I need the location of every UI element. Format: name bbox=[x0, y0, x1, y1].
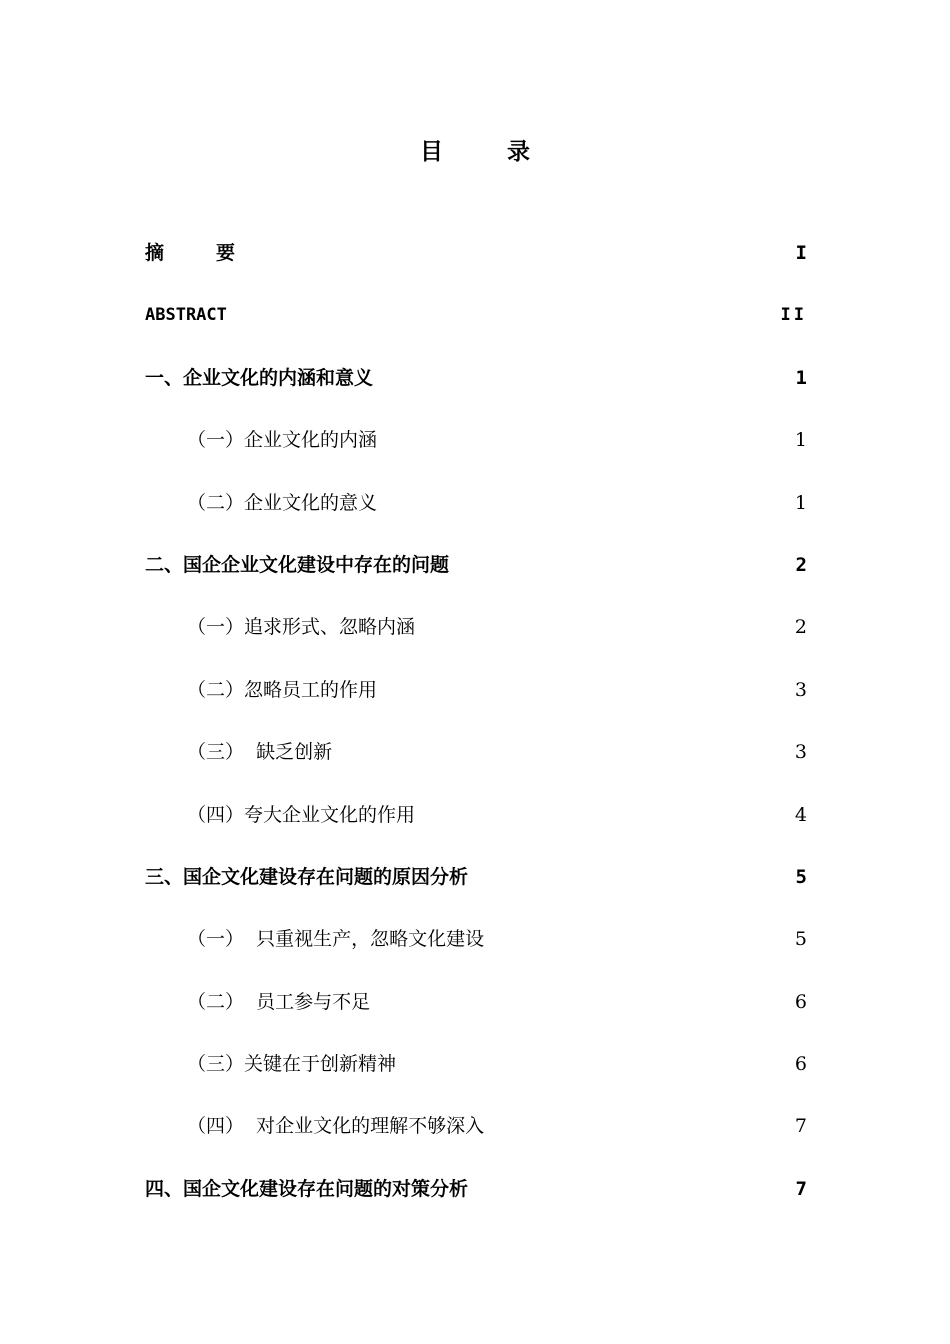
toc-entry-section-2-1[interactable] bbox=[145, 604, 807, 666]
toc-entry-page: 1 bbox=[794, 429, 807, 452]
toc-entry-chapter-3[interactable] bbox=[145, 854, 807, 916]
toc-entry-page: I bbox=[795, 242, 807, 264]
toc-entry-label: （一） 只重视生产，忽略文化建设 bbox=[187, 928, 485, 951]
toc-entry-page: 6 bbox=[794, 990, 807, 1013]
toc-entry-page: 2 bbox=[795, 553, 807, 576]
toc-entry-chapter-1[interactable] bbox=[145, 355, 807, 417]
toc-entry-label: （四）夸大企业文化的作用 bbox=[187, 803, 416, 826]
toc-title: 目 录 bbox=[419, 139, 558, 165]
toc-entry-page: 5 bbox=[795, 865, 807, 888]
toc-entry-label: ABSTRACT bbox=[145, 305, 227, 326]
toc-entry-section-3-1[interactable] bbox=[145, 916, 807, 978]
toc-entry-page: 1 bbox=[795, 366, 807, 389]
toc-entry-section-1-2[interactable] bbox=[145, 480, 807, 542]
toc-entry-page: 7 bbox=[794, 1115, 807, 1138]
toc-entry-chapter-2[interactable] bbox=[145, 542, 807, 604]
toc-entry-section-3-4[interactable] bbox=[145, 1103, 807, 1165]
toc-entry-label: （二）企业文化的意义 bbox=[187, 491, 378, 514]
toc-entry-chapter-4[interactable] bbox=[145, 1166, 807, 1228]
toc-entry-section-2-4[interactable] bbox=[145, 792, 807, 854]
toc-entry-label: （三） 缺乏创新 bbox=[187, 741, 333, 764]
toc-entry-page: 5 bbox=[794, 928, 807, 951]
toc-entry-abstract-cn[interactable] bbox=[145, 230, 807, 292]
toc-entry-section-2-2[interactable] bbox=[145, 667, 807, 729]
toc-entry-section-1-1[interactable] bbox=[145, 417, 807, 479]
toc-entry-label: （一）追求形式、忽略内涵 bbox=[187, 616, 416, 639]
toc-entry-page: 4 bbox=[794, 803, 807, 826]
toc-entry-label: 二、国企企业文化建设中存在的问题 bbox=[145, 553, 450, 576]
toc-entry-abstract-en[interactable] bbox=[145, 292, 807, 354]
table-of-contents bbox=[145, 230, 807, 1228]
toc-entry-page: 2 bbox=[794, 616, 807, 639]
toc-entry-page: 1 bbox=[794, 491, 807, 514]
toc-entry-page: 7 bbox=[795, 1177, 807, 1200]
toc-entry-label: 四、国企文化建设存在问题的对策分析 bbox=[145, 1177, 469, 1200]
toc-entry-label: 一、企业文化的内涵和意义 bbox=[145, 366, 374, 389]
toc-entry-page: 3 bbox=[794, 741, 807, 764]
toc-entry-label: 三、国企文化建设存在问题的原因分析 bbox=[145, 865, 469, 888]
toc-entry-page: 3 bbox=[794, 678, 807, 701]
toc-entry-label: （三）关键在于创新精神 bbox=[187, 1053, 397, 1076]
toc-entry-section-3-3[interactable] bbox=[145, 1041, 807, 1103]
toc-entry-page: II bbox=[780, 305, 807, 326]
toc-entry-label: （二）忽略员工的作用 bbox=[187, 678, 378, 701]
toc-entry-label: （二） 员工参与不足 bbox=[187, 990, 371, 1013]
toc-entry-section-2-3[interactable] bbox=[145, 729, 807, 791]
toc-entry-label: 摘要 bbox=[145, 242, 288, 264]
toc-entry-page: 6 bbox=[794, 1053, 807, 1076]
toc-entry-label: （四） 对企业文化的理解不够深入 bbox=[187, 1115, 485, 1138]
toc-entry-label: （一）企业文化的内涵 bbox=[187, 429, 378, 452]
toc-entry-section-3-2[interactable] bbox=[145, 979, 807, 1041]
